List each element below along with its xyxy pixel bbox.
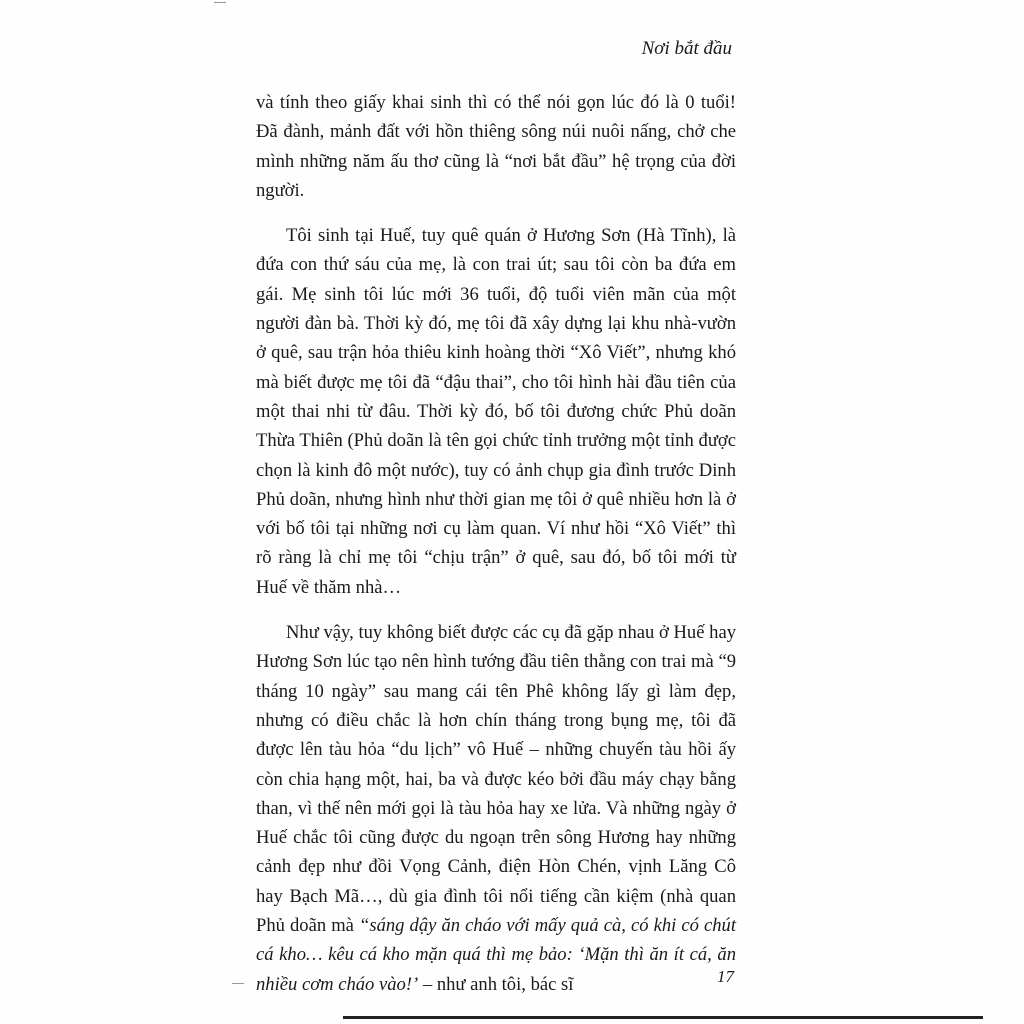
scan-mark-top <box>214 2 226 3</box>
page-edge-shadow <box>343 1016 983 1019</box>
paragraph-1: và tính theo giấy khai sinh thì có thể nói gọn lúc đó là 0 tuổi! Đã đành, mảnh đất với hồn thiêng sông núi nuôi nấng, chở che mình những năm ấu thơ cũng là “nơi bắt đầu” hệ trọng của đời người. <box>256 92 736 201</box>
italic-quote: “sáng dậy ăn cháo với mấy quả cà, có khi có chút cá kho… kêu cá kho mặn quá thì mẹ bảo: ‘Mặn thì ăn ít cá, ăn nhiều cơm cháo vào!’ <box>256 915 736 995</box>
body-text <box>256 88 736 999</box>
paragraph-3 <box>256 618 736 999</box>
paragraph-3-tail: – như anh tôi, bác sĩ <box>418 973 574 995</box>
paragraph-2: Tôi sinh tại Huế, tuy quê quán ở Hương Sơn (Hà Tĩnh), là đứa con thứ sáu của mẹ, là con trai út; sau tôi còn ba đứa em gái. Mẹ sinh tôi lúc mới 36 tuổi, độ tuổi viên mãn của một người đàn bà. Thời kỳ đó, mẹ tôi đã xây dựng lại khu nhà-vườn ở quê, sau trận hỏa thiêu kinh hoàng thời “Xô Viết”, nhưng khó mà biết được mẹ tôi đã “đậu thai”, cho tôi hình hài đầu tiên của một thai nhi từ đâu. Thời kỳ đó, bố tôi đương chức Phủ doãn Thừa Thiên (Phủ doãn là tên gọi chức tỉnh trưởng một tỉnh được chọn là kinh đô một nước), tuy có ảnh chụp gia đình trước Dinh Phủ doãn, nhưng hình như thời gian mẹ tôi ở quê nhiều hơn là ở với bố tôi tại những nơi cụ làm quan. Ví như hồi “Xô Viết” thì rõ ràng là chỉ mẹ tôi “chịu trận” ở quê, sau đó, bố tôi mới từ Huế về thăm nhà… <box>256 225 736 598</box>
running-head: Nơi bắt đầu <box>641 38 732 59</box>
scan-mark-bottom <box>232 983 244 984</box>
paragraph-3-text: Như vậy, tuy không biết được các cụ đã gặp nhau ở Huế hay Hương Sơn lúc tạo nên hình tướng đầu tiên thằng con trai mà “9 tháng 10 ngày” sau mang cái tên Phê không lấy gì làm đẹp, nhưng có điều chắc là hơn chín tháng trong bụng mẹ, tôi đã được lên tàu hỏa “du lịch” vô Huế – những chuyến tàu hồi ấy còn chia hạng một, hai, ba và được kéo bởi đầu máy chạy bằng than, vì thế nên mới gọi là tàu hỏa hay xe lửa. Và những ngày ở Huế chắc tôi cũng được du ngoạn trên sông Hương hay những cảnh đẹp như đồi Vọng Cảnh, điện Hòn Chén, vịnh Lăng Cô hay Bạch Mã…, dù gia đình tôi nổi tiếng cần kiệm (nhà quan Phủ doãn mà <box>256 622 736 937</box>
page-number: 17 <box>717 967 734 986</box>
